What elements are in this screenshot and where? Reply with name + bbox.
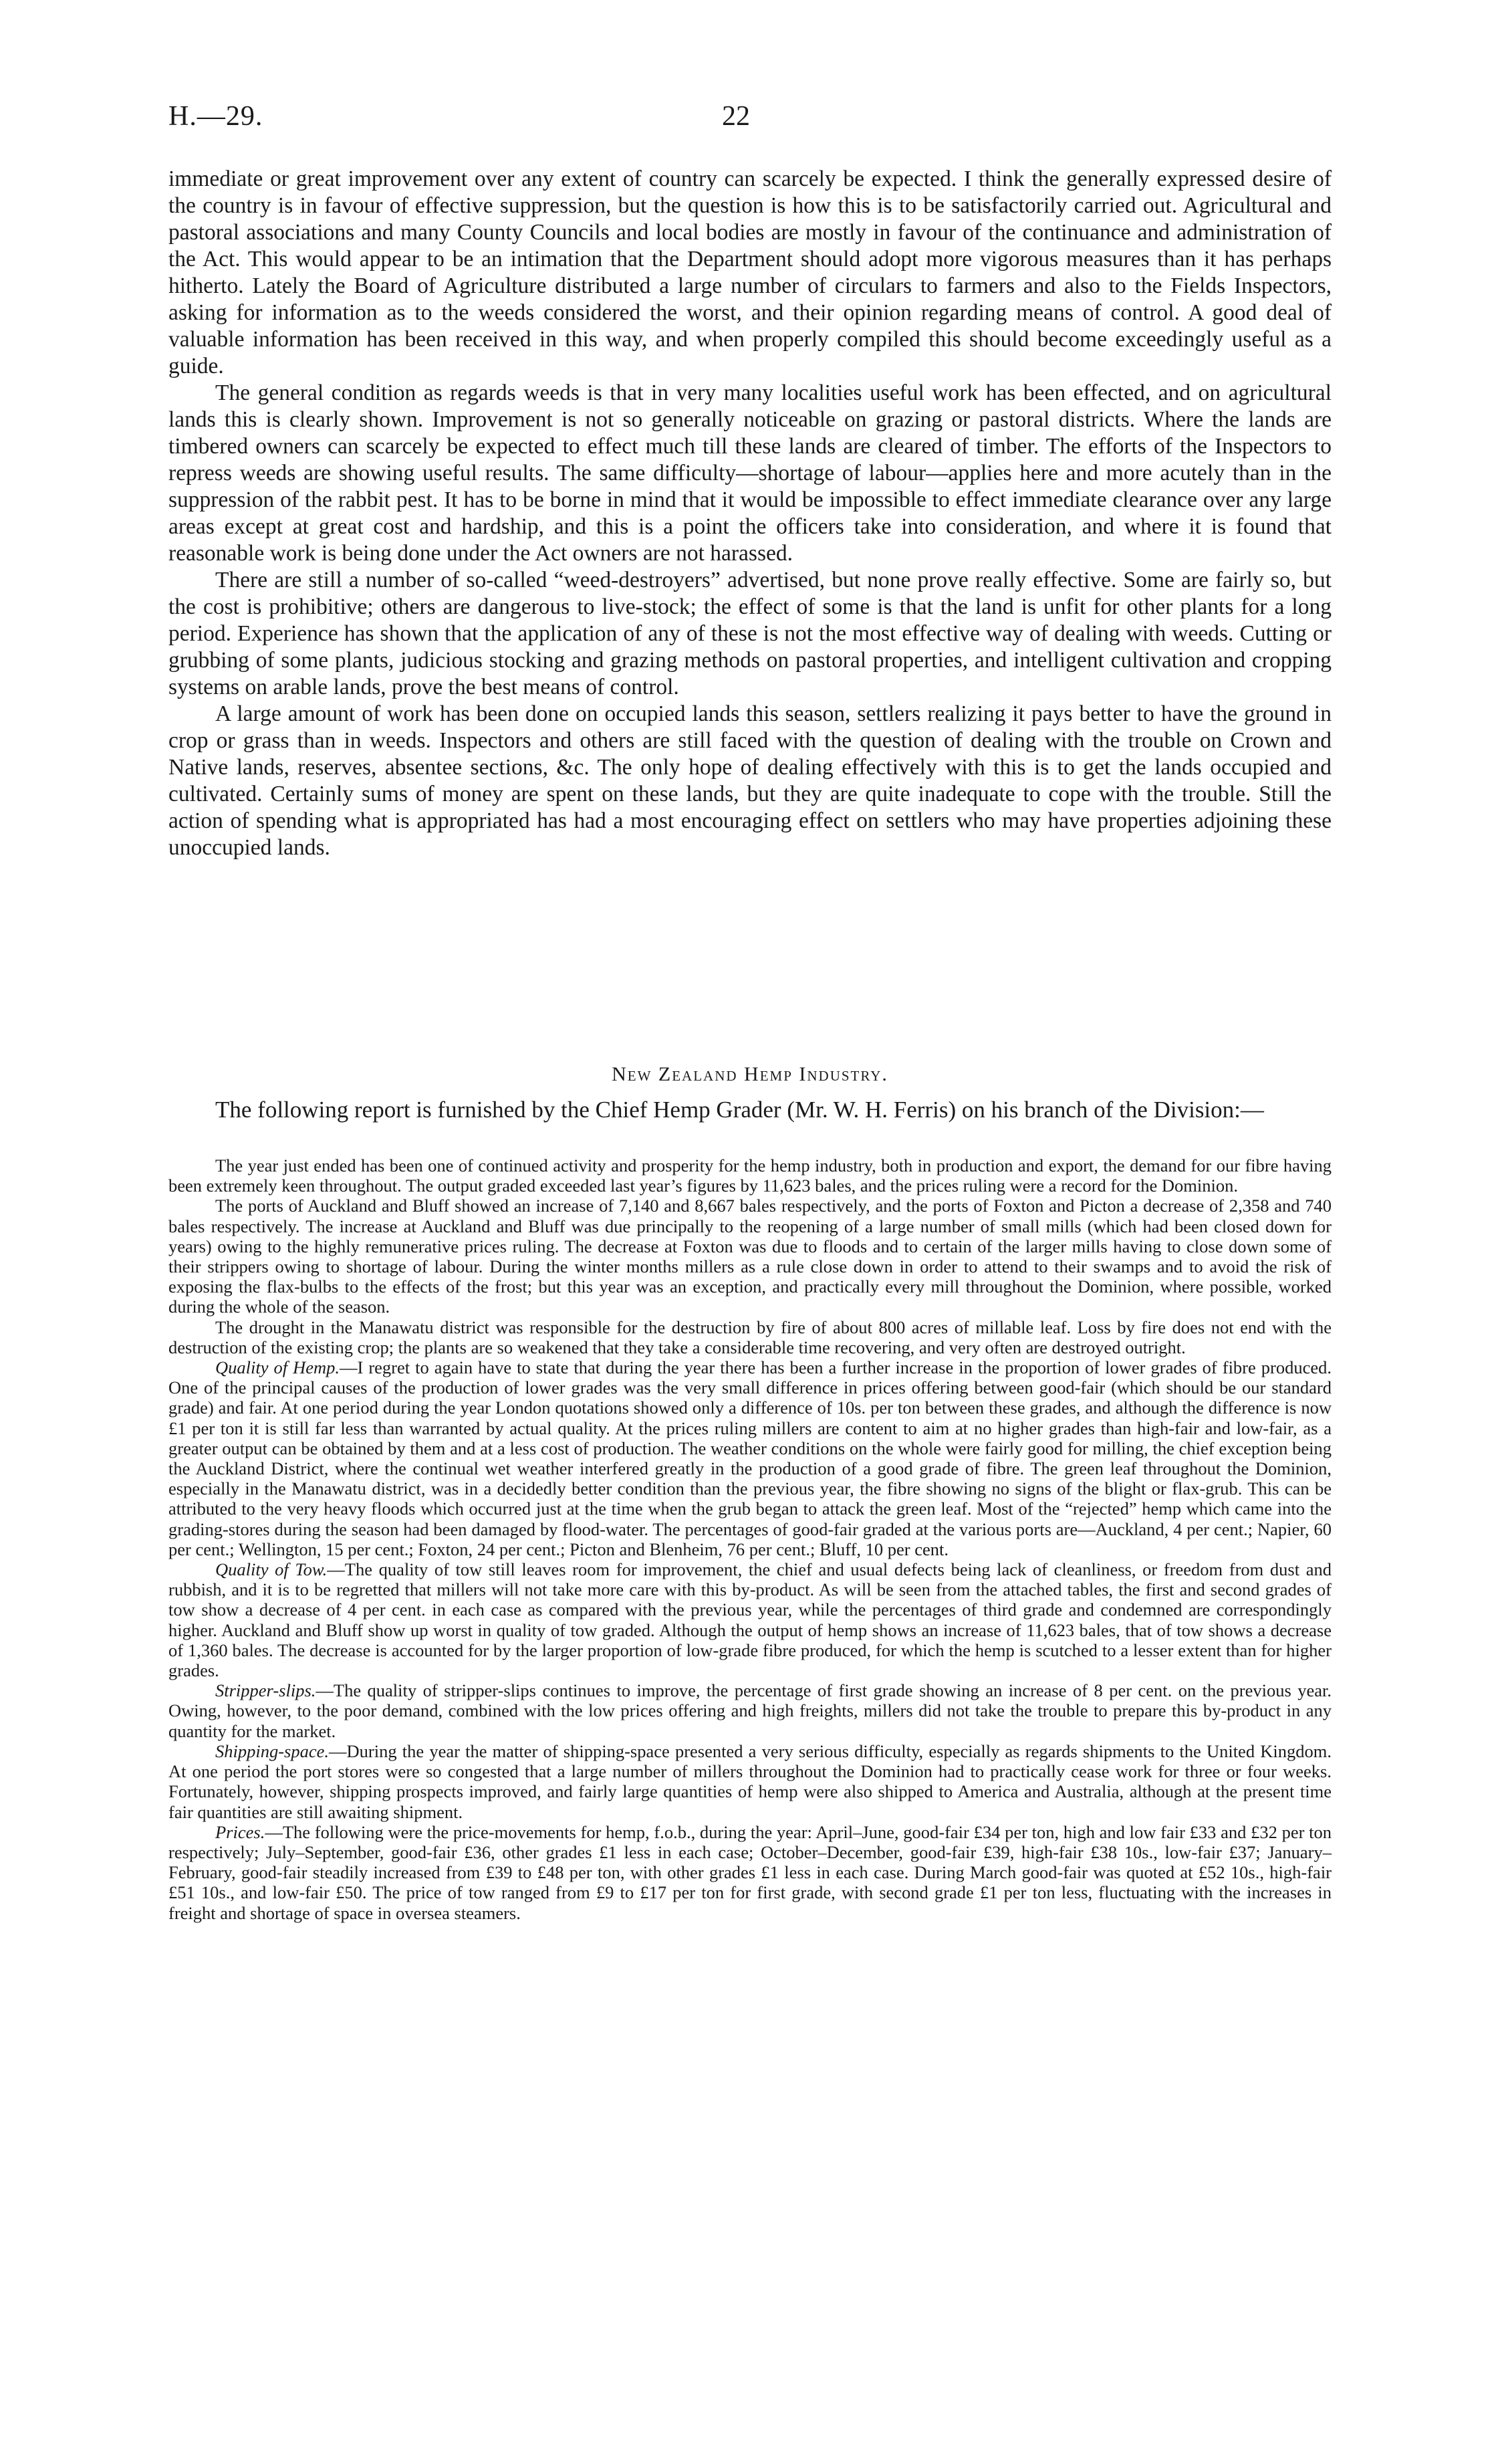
subheading-stripper-slips: Stripper-slips. xyxy=(215,1680,316,1701)
report-paragraph-quality-hemp xyxy=(168,1357,1332,1559)
subheading-quality-tow: Quality of Tow. xyxy=(215,1559,328,1580)
report-paragraph-shipping-space xyxy=(168,1741,1332,1822)
report-paragraph: The drought in the Manawatu district was responsible for the destruction by fire of about 800 acres of millable leaf. Loss by fire does not end with the destruction of the existing crop; the plants are so weakened that they take a considerable time recovering, and very often are destroyed outright. xyxy=(168,1317,1332,1357)
section-heading: New Zealand Hemp Industry. xyxy=(612,1063,888,1085)
paragraph: The general condition as regards weeds is that in very many localities useful work has been effected, and on agricultural lands this is clearly shown. Improvement is not so generally noticeable on grazing or pastoral districts. Where the lands are timbered owners can scarcely be expected to effect much till these lands are cleared of timber. The efforts of the Inspectors to repress weeds are showing useful results. The same difficulty—shortage of labour—applies here and more acutely than in the suppression of the rabbit pest. It has to be borne in mind that it would be impossible to effect immediate clearance over any large areas except at great cost and hardship, and this is a point the officers take into consideration, and where it is found that reasonable work is being done under the Act owners are not harassed. xyxy=(168,380,1332,566)
intro-paragraph: The following report is furnished by the Chief Hemp Grader (Mr. W. H. Ferris) on his branch of the Division:— xyxy=(215,1097,1264,1123)
weeds-section-body xyxy=(168,166,1332,861)
subheading-quality-hemp: Quality of Hemp. xyxy=(215,1357,340,1378)
document-reference: H.—29. xyxy=(168,101,263,132)
paragraph: There are still a number of so-called “weed-destroyers” advertised, but none prove really effective. Some are fairly so, but the cost is prohibitive; others are dangerous to live-stock; the effect of some is that the land is unfit for other plants for a long period. Experience has shown that the application of any of these is not the most effective way of dealing with weeds. Cutting or grubbing of some plants, judicious stocking and grazing methods on pastoral properties, and intelligent cultivation and cropping systems on arable lands, prove the best means of control. xyxy=(168,568,1332,699)
shipping-space-text: —During the year the matter of shipping-space presented a very serious difficulty, especially as regards shipments to the United Kingdom. At one period the port stores were so congested that a large number of millers throughout the Dominion had to practically cease work for three or four weeks. Fortunately, however, shipping prospects improved, and fairly large quantities of hemp were also shipped to America and Australia, although at the present time fair quantities are still awaiting shipment. xyxy=(168,1741,1332,1822)
hemp-report xyxy=(168,1155,1332,1923)
report-paragraph: The year just ended has been one of continued activity and prosperity for the hemp industry, both in production and export, the demand for our fibre having been extremely keen throughout. The output graded exceeded last year’s figures by 11,623 bales, and the prices ruling were a record for the Dominion. xyxy=(168,1155,1332,1196)
subheading-prices: Prices. xyxy=(215,1821,265,1842)
report-paragraph-prices xyxy=(168,1822,1332,1923)
prices-text: —The following were the price-movements for hemp, f.o.b., during the year: April–June, good-fair £34 per ton, high and low fair £33 and £32 per ton respectively; July–September, good-fair £36, other grades £1 less in each case; October–December, good-fair £39, high-fair £38 10s., low-fair £37; January–February, good-fair steadily increased from £39 to £48 per ton, with other grades £1 less in each case. During March good-fair was quoted at £52 10s., high-fair £51 10s., and low-fair £50. The price of tow ranged from £9 to £17 per ton for first grade, with second grade £1 per ton less, fluctuating with the increases in freight and shortage of space in oversea steamers. xyxy=(168,1821,1332,1923)
page-number: 22 xyxy=(722,101,750,132)
paragraph: A large amount of work has been done on occupied lands this season, settlers realizing it pays better to have the ground in crop or grass than in weeds. Inspectors and others are still faced with the question of dealing with the trouble on Crown and Native lands, reserves, absentee sections, &c. The only hope of dealing effectively with this is to get the lands occupied and cultivated. Certainly sums of money are spent on these lands, but they are quite inadequate to cope with the trouble. Still the action of spending what is appropriated has had a most encouraging effect on settlers who may have properties adjoining these unoccupied lands. xyxy=(168,701,1332,860)
section-intro xyxy=(168,1097,1332,1123)
report-paragraph-quality-tow xyxy=(168,1559,1332,1680)
paragraph: immediate or great improvement over any extent of country can scarcely be expected. I think the generally expressed desire of the country is in favour of effective suppression, but the question is how this is to be satisfactorily carried out. Agricultural and pastoral associations and many County Councils and local bodies are mostly in favour of the continuance and administration of the Act. This would appear to be an intimation that the Department should adopt more vigorous measures than it has perhaps hitherto. Lately the Board of Agriculture distributed a large number of circulars to farmers and also to the Fields Inspectors, asking for information as to the weeds considered the worst, and their opinion regarding means of control. A good deal of valuable information has been received in this way, and when properly compiled this should become exceedingly useful as a guide. xyxy=(168,166,1332,378)
stripper-slips-text: —The quality of stripper-slips continues to improve, the percentage of first grade showing an increase of 8 per cent. on the previous year. Owing, however, to the poor demand, combined with the low prices offering and high freights, millers did not take the trouble to prepare this by-product in any quantity for the market. xyxy=(168,1680,1332,1741)
quality-hemp-text: —I regret to again have to state that during the year there has been a further increase in the proportion of lower grades of fibre produced. One of the principal causes of the production of lower grades was the very small difference in prices offering between good-fair (which should be our standard grade) and fair. At one period during the year London quotations showed only a difference of 10s. per ton between these grades, and although the difference is now £1 per ton it is still far less than warranted by actual quality. At the prices ruling millers are content to aim at no higher grades than high-fair and low-fair, as a greater output can be obtained by them and at a less cost of production. The weather conditions on the whole were fairly good for milling, the chief exception being the Auckland District, where the continual wet weather interfered greatly in the production of a good grade of fibre. The green leaf throughout the Dominion, especially in the Manawatu district, was in a decidedly better condition than the previous year, the fibre showing no signs of the blight or flax-grub. This can be attributed to the very heavy floods which occurred just at the time when the grub began to attack the green leaf. Most of the “rejected” hemp which came into the grading-stores during the season had been damaged by flood-water. The percentages of good-fair graded at the various ports are—Auckland, 4 per cent.; Napier, 60 per cent.; Wellington, 15 per cent.; Foxton, 24 per cent.; Picton and Blenheim, 76 per cent.; Bluff, 10 per cent. xyxy=(168,1357,1332,1559)
quality-tow-text: —The quality of tow still leaves room for improvement, the chief and usual defects being lack of cleanliness, or freedom from dust and rubbish, and it is to be regretted that millers will not take more care with this by-product. As will be seen from the attached tables, the first and second grades of tow show a decrease of 4 per cent. in each case as compared with the previous year, while the percentages of third grade and condemned are correspondingly higher. Auckland and Bluff show up worst in quality of tow graded. Although the output of hemp shows an increase of 11,623 bales, that of tow shows a decrease of 1,360 bales. The decrease is accounted for by the larger proportion of low-grade fibre produced, for which the hemp is scutched to a lesser extent than for higher grades. xyxy=(168,1559,1332,1681)
subheading-shipping-space: Shipping-space. xyxy=(215,1741,330,1761)
report-paragraph-stripper-slips xyxy=(168,1680,1332,1741)
report-paragraph: The ports of Auckland and Bluff showed an increase of 7,140 and 8,667 bales respectively, and the ports of Foxton and Picton a decrease of 2,358 and 740 bales respectively. The increase at Auckland and Bluff was due principally to the reopening of a large number of small mills (which had been closed down for years) owing to the highly remunerative prices ruling. The decrease at Foxton was due to floods and to certain of the larger mills having to close down some of their strippers owing to shortage of labour. During the winter months millers as a rule close down in order to attend to their swamps and to avoid the risk of exposing the flax-bulbs to the effects of the frost; but this year was an exception, and practically every mill throughout the Dominion, where possible, worked during the whole of the season. xyxy=(168,1196,1332,1317)
